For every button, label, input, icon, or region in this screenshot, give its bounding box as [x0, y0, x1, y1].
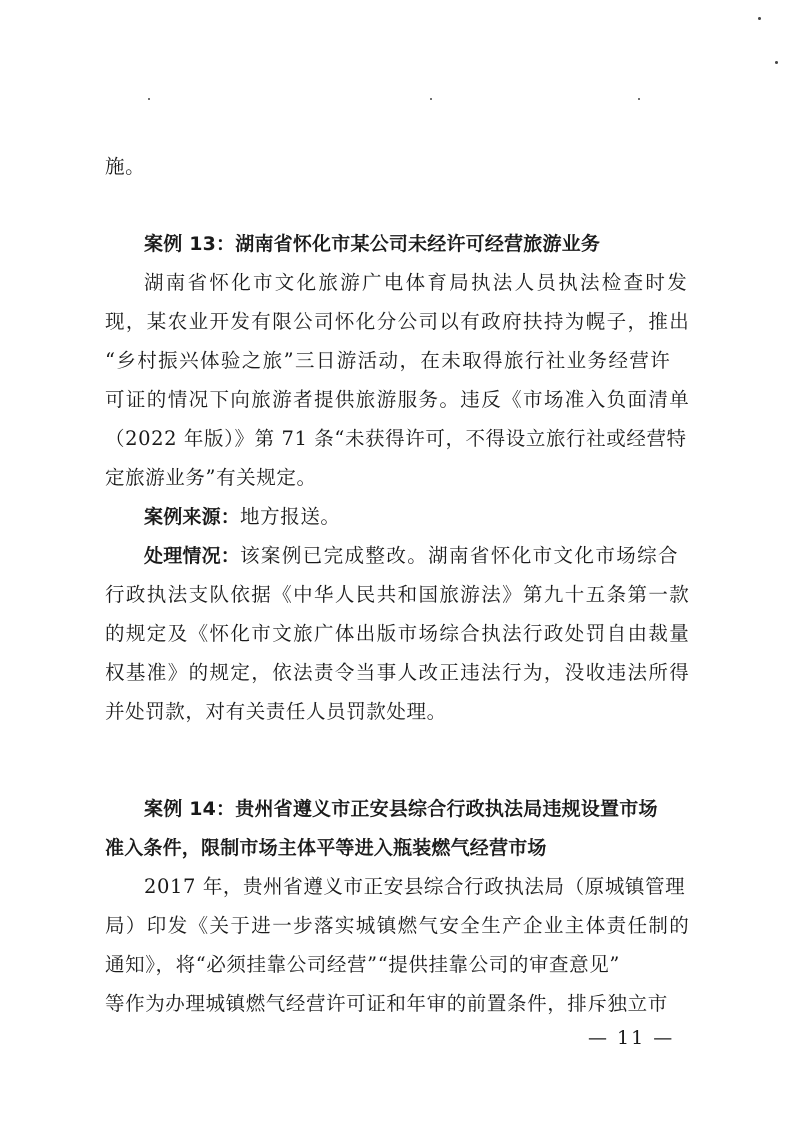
handling-label: 处理情况：: [144, 545, 241, 567]
case-13-body-line: 湖南省怀化市文化旅游广电体育局执法人员执法检查时发: [144, 271, 690, 294]
case-13-body-line: “乡村振兴体验之旅”三日游活动，在未取得旅行社业务经营许: [105, 349, 672, 372]
case-source-label: 案例来源：: [144, 506, 241, 528]
paragraph-continuation: 施。: [105, 155, 146, 178]
case-13-body-line: 可证的情况下向旅游者提供旅游服务。违反《市场准入负面清单: [105, 388, 691, 411]
case-13-body-line: 现，某农业开发有限公司怀化分公司以有政府扶持为幌子，推出: [105, 310, 691, 333]
case-14-title-line: 准入条件，限制市场主体平等进入瓶装燃气经营市场: [105, 837, 547, 859]
case-14-body-line: 2017 年，贵州省遵义市正安县综合行政执法局（原城镇管理: [144, 875, 686, 898]
case-14-body-line: 局）印发《关于进一步落实城镇燃气安全生产企业主体责任制的: [105, 914, 691, 937]
case-14-body-line: 通知》，将“必须挂靠公司经营”“提供挂靠公司的审查意见”: [105, 953, 620, 976]
case-13-handling-line: 行政执法支队依据《中华人民共和国旅游法》第九十五条第一款: [105, 583, 691, 606]
case-13-title: 案例 13：湖南省怀化市某公司未经许可经营旅游业务: [144, 233, 601, 255]
handling-text: 该案例已完成整改。湖南省怀化市文化市场综合: [240, 544, 679, 567]
case-13-handling-line: 并处罚款，对有关责任人员罚款处理。: [105, 700, 447, 723]
scan-speck: [430, 98, 432, 100]
scan-speck: [638, 98, 640, 100]
case-13-source: [144, 498, 695, 536]
case-13-body-line: 定旅游业务”有关规定。: [105, 466, 317, 489]
scan-speck: [758, 17, 761, 20]
scan-speck: [148, 98, 150, 100]
scan-speck: [775, 61, 778, 64]
case-14-title-line: 案例 14：贵州省遵义市正安县综合行政执法局违规设置市场: [144, 798, 658, 820]
case-source-text: 地方报送。: [240, 505, 341, 528]
case-13-handling-line: 权基准》的规定，依法责令当事人改正违法行为，没收违法所得: [105, 661, 691, 684]
case-14-body-line: 等作为办理城镇燃气经营许可证和年审的前置条件，排斥独立市: [105, 992, 668, 1015]
case-13-body-line: （2022 年版）》第 71 条“未获得许可，不得设立旅行社或经营特: [105, 427, 687, 450]
page-number: — 11 —: [588, 1027, 675, 1049]
case-13-handling: [144, 537, 695, 575]
case-13-handling-line: 的规定及《怀化市文旅广体出版市场综合执法行政处罚自由裁量: [105, 622, 691, 645]
